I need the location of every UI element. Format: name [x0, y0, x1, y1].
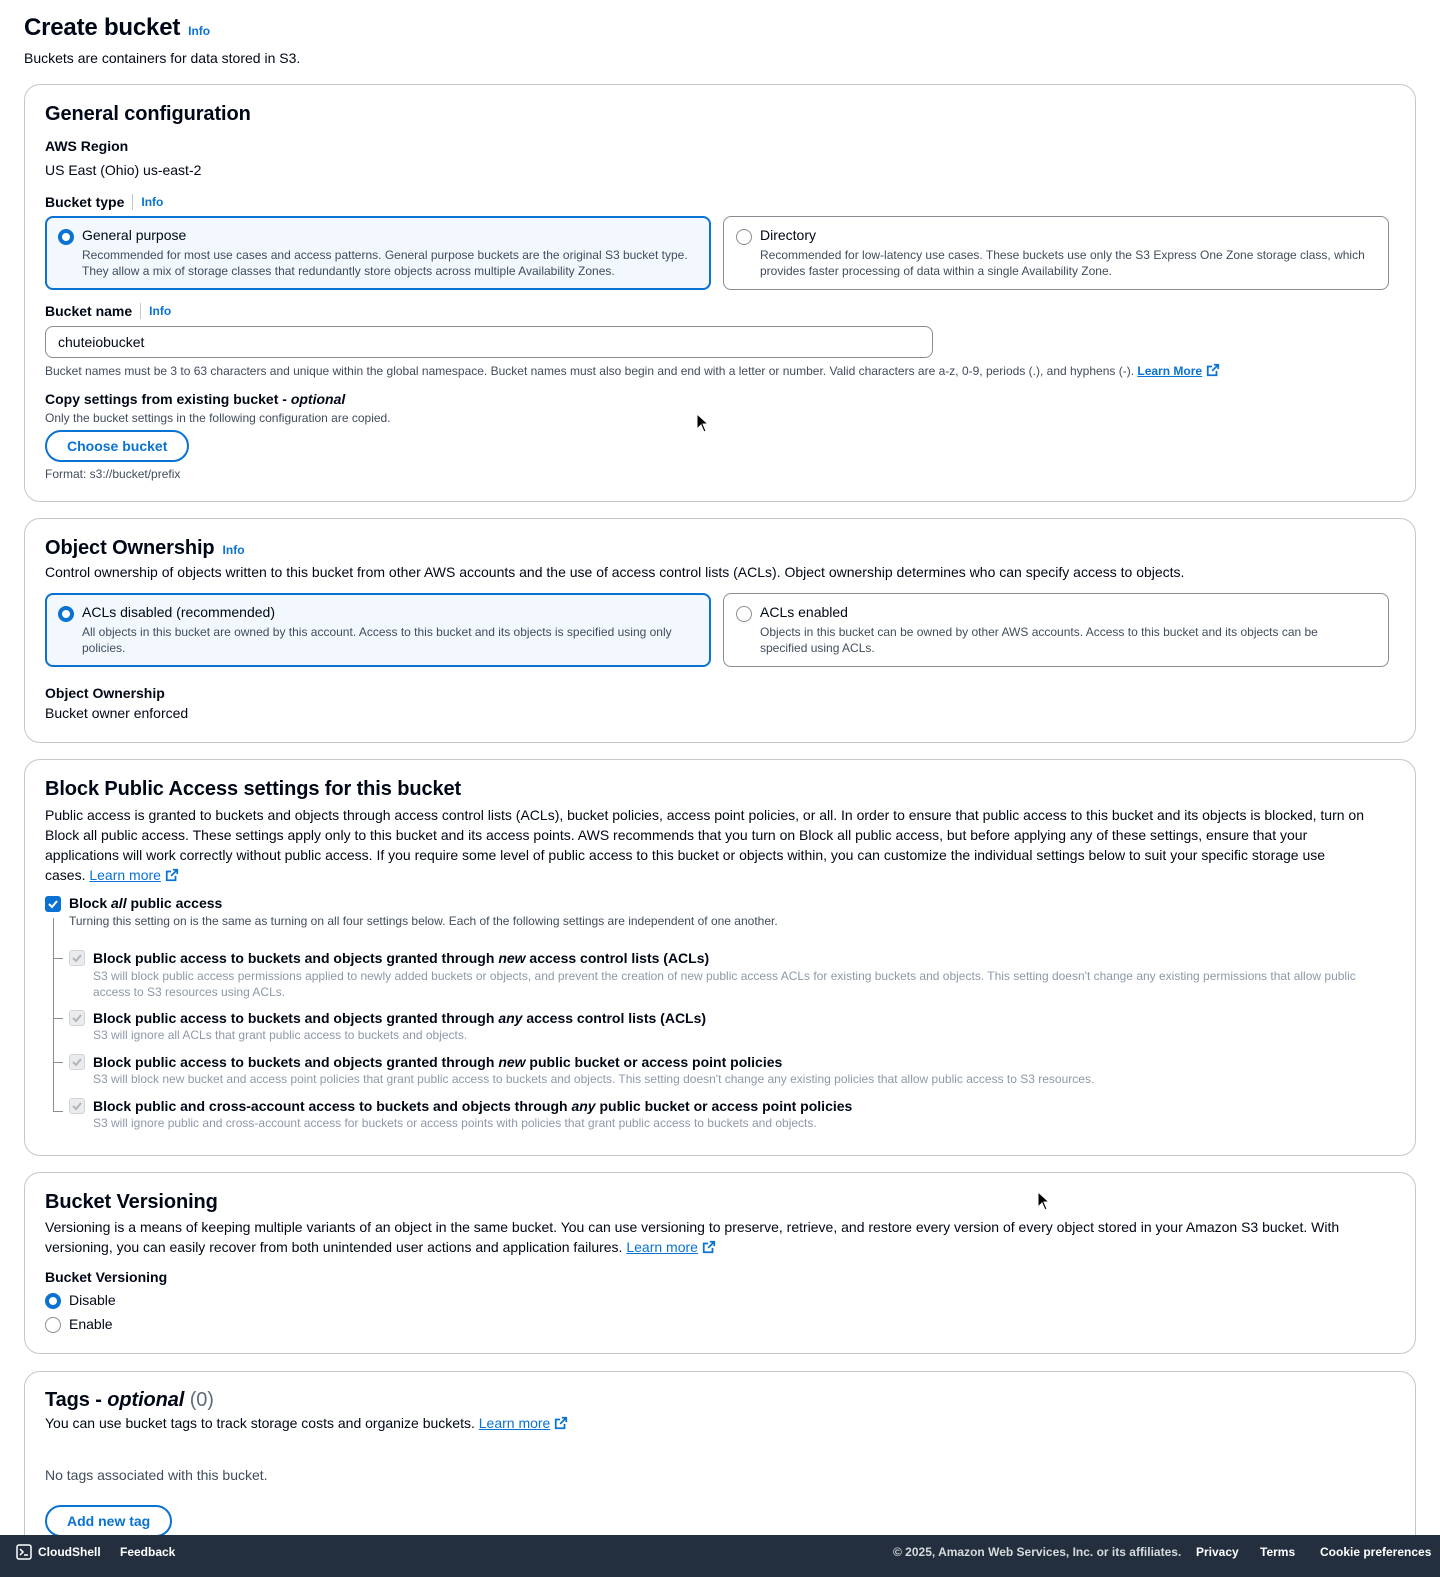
choose-bucket-button[interactable]: Choose bucket	[45, 430, 189, 462]
tags-panel	[24, 1371, 1416, 1561]
block-cross-account-checkbox[interactable]	[69, 1098, 85, 1114]
tags-title	[45, 1389, 214, 1412]
versioning-enable-radio[interactable]	[45, 1317, 61, 1333]
label-text: public bucket or access point policies	[525, 1054, 783, 1070]
tags-description-row	[45, 1415, 568, 1431]
check-icon	[71, 1012, 83, 1024]
general-purpose-description-2: They allow a mix of storage classes that redundantly store objects across multiple Availability Zones.	[82, 264, 615, 278]
console-footer	[0, 1535, 1440, 1577]
aws-region-label: AWS Region	[45, 138, 129, 154]
object-ownership-panel	[24, 518, 1416, 743]
settings-tree-branch	[53, 1062, 63, 1063]
label-text: public access	[126, 895, 223, 911]
bucket-versioning-field-label: Bucket Versioning	[45, 1269, 168, 1285]
versioning-disable-radio[interactable]	[45, 1293, 61, 1309]
block-all-public-access-checkbox[interactable]	[45, 896, 61, 912]
page-header	[24, 14, 300, 66]
bucket-versioning-description	[45, 1217, 1397, 1257]
acls-disabled-radio[interactable]	[58, 606, 74, 622]
settings-tree-line	[53, 918, 54, 1111]
aws-region-value: US East (Ohio) us-east-2	[45, 162, 202, 178]
learn-more-text: Learn more	[89, 867, 161, 883]
external-link-icon	[702, 1240, 716, 1254]
bpa-description-line: Public access is granted to buckets and objects through access control lists (ACLs), bucket policies, access point policies, or all. In order to ensure that public access to this bucket and its objects is blocked, turn on	[45, 807, 1365, 823]
bucket-type-label: Bucket type	[45, 194, 125, 210]
bpa-description-line: applications will work correctly without public access. If you require some level of public access to this bucket or objects within, you can customize the individual settings below to suit your specific storage use	[45, 847, 1326, 863]
label-text: Block	[69, 895, 112, 911]
tags-learn-more-link[interactable]	[479, 1415, 569, 1431]
acls-disabled-title: ACLs disabled (recommended)	[82, 604, 275, 620]
block-any-acls-hint: S3 will ignore all ACLs that grant public access to buckets and objects.	[93, 1028, 468, 1042]
copy-settings-optional: optional	[290, 391, 346, 407]
block-public-access-description	[45, 805, 1397, 885]
object-ownership-value-label: Object Ownership	[45, 685, 165, 701]
cookie-preferences-link[interactable]: Cookie preferences	[1320, 1545, 1432, 1559]
general-purpose-radio[interactable]	[58, 229, 74, 245]
label-text: Block public access to buckets and objects granted through	[93, 1054, 499, 1070]
block-public-access-panel	[24, 759, 1416, 1156]
block-cross-account-hint: S3 will ignore public and cross-account access for buckets or access points with policies that grant public access to buckets and objects.	[93, 1116, 817, 1130]
label-emphasis: any	[571, 1098, 596, 1114]
bpa-description-line: cases.	[45, 867, 86, 883]
general-configuration-panel	[24, 84, 1416, 502]
bucket-name-label: Bucket name	[45, 303, 133, 319]
block-new-policies-hint: S3 will block new bucket and access point policies that grant public access to buckets and objects. This setting doesn't change any existing policies that allow public access to S3 resources.	[93, 1072, 1095, 1086]
external-link-icon	[1206, 363, 1220, 377]
check-icon	[71, 952, 83, 964]
general-purpose-title: General purpose	[82, 227, 187, 243]
object-ownership-header	[45, 537, 245, 560]
bucket-type-directory-tile[interactable]	[723, 216, 1389, 290]
settings-tree-branch	[53, 1018, 63, 1019]
hint-line: S3 will block public access permissions applied to newly added buckets or objects, and prevent the creation of new public access ACLs for existing buckets and objects. This setting doesn't change any existing permissions that allow public	[93, 969, 1356, 983]
settings-tree-branch	[53, 1111, 63, 1112]
tags-empty-message: No tags associated with this bucket.	[45, 1467, 268, 1483]
label-emphasis: any	[498, 1010, 523, 1026]
check-icon	[71, 1056, 83, 1068]
label-divider	[132, 194, 133, 210]
block-all-public-access-label	[69, 895, 222, 911]
general-purpose-description-1: Recommended for most use cases and access patterns. General purpose buckets are the original S3 bucket type.	[82, 248, 688, 262]
bucket-versioning-panel	[24, 1172, 1416, 1354]
copy-settings-hint: Only the bucket settings in the following configuration are copied.	[45, 411, 391, 425]
page-description: Buckets are containers for data stored in S3.	[24, 50, 301, 66]
label-emphasis: all	[111, 895, 127, 911]
mouse-cursor-icon	[696, 413, 710, 433]
check-icon	[71, 1100, 83, 1112]
block-cross-account-label	[93, 1098, 852, 1114]
object-ownership-info-link[interactable]: Info	[222, 543, 245, 557]
block-public-access-title: Block Public Access settings for this bucket	[45, 778, 462, 800]
learn-more-text: Learn more	[626, 1239, 698, 1255]
bucket-name-info-link[interactable]: Info	[149, 304, 172, 318]
copy-settings-label	[45, 391, 345, 407]
acls-enabled-description-2: specified using ACLs.	[760, 641, 875, 655]
bpa-description-line: Block all public access. These settings apply only to this bucket and its access points. AWS recommends that you turn on Block all public access, but before applying any of these settings, ensure that your	[45, 827, 1308, 843]
external-link-icon	[165, 868, 179, 882]
bucket-name-hint: Bucket names must be 3 to 63 characters and unique within the global namespace. Bucket names must also begin and end with a letter or number. Valid characters are a-z, 0-9, periods (.), and hyphens (-).	[45, 364, 1135, 378]
label-text: public bucket or access point policies	[595, 1098, 853, 1114]
directory-description-1: Recommended for low-latency use cases. These buckets use only the S3 Express One Zone storage class, which	[760, 248, 1365, 262]
learn-more-text: Learn More	[1137, 364, 1203, 378]
terms-link[interactable]: Terms	[1260, 1545, 1296, 1559]
settings-tree-branch	[53, 958, 63, 959]
copyright-text: © 2025, Amazon Web Services, Inc. or its affiliates.	[893, 1545, 1182, 1559]
learn-more-text: Learn more	[478, 1415, 551, 1431]
label-text: access control lists (ACLs)	[522, 1010, 707, 1026]
label-text: Block public access to buckets and objects granted through	[93, 1010, 499, 1026]
bucket-name-label-row	[45, 303, 171, 319]
block-new-policies-checkbox[interactable]	[69, 1054, 85, 1070]
object-ownership-description: Control ownership of objects written to this bucket from other AWS accounts and the use of access control lists (ACLs). Object ownership determines who can specify access to objects.	[45, 564, 1185, 580]
acls-disabled-tile[interactable]	[45, 593, 711, 667]
object-ownership-value: Bucket owner enforced	[45, 705, 189, 721]
label-text: access control lists (ACLs)	[525, 950, 710, 966]
page-info-link[interactable]: Info	[188, 24, 211, 38]
tags-title-text: Tags -	[45, 1389, 108, 1411]
mouse-cursor-icon	[1037, 1191, 1051, 1211]
acls-enabled-title: ACLs enabled	[760, 604, 848, 620]
acls-enabled-description-1: Objects in this bucket can be owned by other AWS accounts. Access to this bucket and its objects can be	[760, 625, 1318, 639]
check-icon	[47, 898, 59, 910]
hint-line: access to S3 resources using ACLs.	[93, 985, 286, 999]
external-link-icon	[554, 1416, 568, 1430]
add-new-tag-button[interactable]: Add new tag	[45, 1505, 172, 1537]
bucket-type-general-purpose-tile[interactable]	[45, 216, 711, 290]
block-any-acls-checkbox[interactable]	[69, 1010, 85, 1026]
bucket-versioning-title: Bucket Versioning	[45, 1191, 218, 1213]
copy-settings-text: Copy settings from existing bucket -	[45, 391, 291, 407]
block-all-public-access-hint: Turning this setting on is the same as turning on all four settings below. Each of the following settings are independent of one another.	[69, 914, 778, 928]
bucket-name-learn-more-link[interactable]	[1137, 364, 1220, 378]
versioning-disable-label: Disable	[69, 1292, 116, 1308]
block-new-acls-checkbox[interactable]	[69, 950, 85, 966]
tags-title-optional: optional	[107, 1389, 185, 1411]
acls-enabled-radio[interactable]	[736, 606, 752, 622]
bucket-name-hint-row	[45, 363, 1220, 378]
general-configuration-title: General configuration	[45, 103, 251, 125]
acls-enabled-tile[interactable]	[723, 593, 1389, 667]
privacy-link[interactable]: Privacy	[1196, 1545, 1239, 1559]
format-hint: Format: s3://bucket/prefix	[45, 467, 181, 481]
bucket-type-label-row	[45, 194, 163, 210]
block-new-acls-hint	[93, 968, 1393, 1000]
bucket-name-input[interactable]	[45, 326, 933, 358]
object-ownership-title: Object Ownership	[45, 537, 215, 559]
versioning-learn-more-link[interactable]	[626, 1239, 716, 1255]
bucket-type-info-link[interactable]: Info	[141, 195, 164, 209]
block-new-acls-label	[93, 950, 709, 966]
versioning-description-line: versioning, you can easily recover from both unintended user actions and application failures.	[45, 1239, 623, 1255]
label-emphasis: new	[498, 950, 526, 966]
page-title: Create bucket	[24, 14, 181, 41]
cloudshell-button[interactable]	[16, 1535, 101, 1569]
directory-radio[interactable]	[736, 229, 752, 245]
label-text: Block public and cross-account access to buckets and objects through	[93, 1098, 572, 1114]
directory-description-2: provides faster processing of data within a single Availability Zone.	[760, 264, 1112, 278]
block-new-policies-label	[93, 1054, 782, 1070]
block-any-acls-label	[93, 1010, 706, 1026]
label-divider	[140, 303, 141, 319]
bpa-learn-more-link[interactable]	[89, 867, 179, 883]
versioning-enable-label: Enable	[69, 1316, 113, 1332]
versioning-description-line: Versioning is a means of keeping multiple variants of an object in the same bucket. You can use versioning to preserve, retrieve, and restore every version of every object stored in your Amazon S3 bucket. With	[45, 1219, 1340, 1235]
label-emphasis: new	[498, 1054, 526, 1070]
cloudshell-icon	[16, 1544, 32, 1560]
feedback-link[interactable]: Feedback	[120, 1545, 176, 1559]
tags-count: (0)	[189, 1389, 214, 1411]
acls-disabled-description-1: All objects in this bucket are owned by this account. Access to this bucket and its objects is specified using only	[82, 625, 672, 639]
acls-disabled-description-2: policies.	[82, 641, 126, 655]
directory-title: Directory	[760, 227, 817, 243]
label-text: Block public access to buckets and objects granted through	[93, 950, 499, 966]
cloudshell-label: CloudShell	[38, 1545, 101, 1559]
tags-description: You can use bucket tags to track storage costs and organize buckets.	[45, 1415, 475, 1431]
